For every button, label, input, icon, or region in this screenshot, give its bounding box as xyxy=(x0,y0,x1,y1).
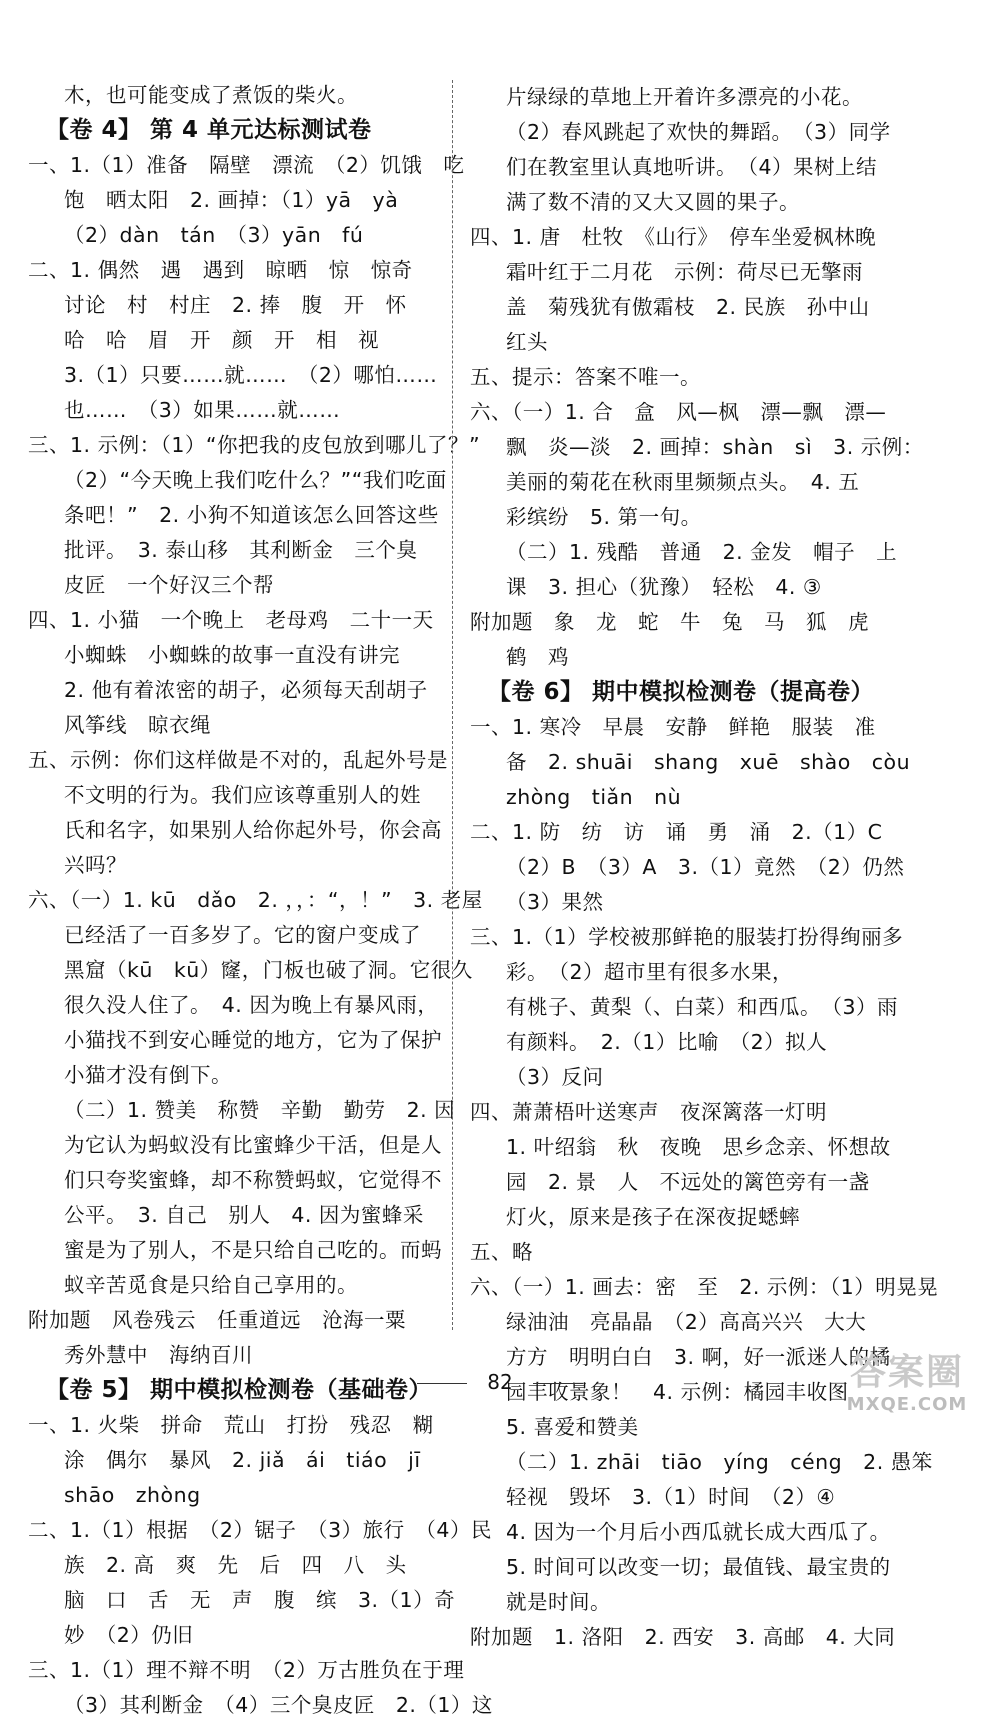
answer-line: 二、1. 偶然 遇 遇到 晾晒 惊 惊奇 xyxy=(28,258,413,282)
answer-line: 蚁辛苦觅食是只给自己享用的。 xyxy=(64,1273,358,1297)
answer-line: 一、1. 火柴 拼命 荒山 打扮 残忍 糊 xyxy=(28,1413,434,1437)
answer-line: 三、1. 示例：（1）“你把我的皮包放到哪儿了？” xyxy=(28,433,481,457)
answer-line: 附加题 1. 洛阳 2. 西安 3. 高邮 4. 大同 xyxy=(470,1625,896,1649)
answer-line: 已经活了一百多岁了。它的窗户变成了 xyxy=(64,923,421,947)
answer-line: 们在教室里认真地听讲。 （4）果树上结 xyxy=(506,155,878,179)
answer-line: 绿油油 亮晶晶 （2）高高兴兴 大大 xyxy=(506,1310,867,1334)
answer-line: （二）1. 残酷 普通 2. 金发 帽子 上 xyxy=(506,540,898,564)
answer-line: 五、略 xyxy=(470,1240,533,1264)
answer-line: 1. 叶绍翁 秋 夜晚 思乡念亲、怀想故 xyxy=(506,1135,891,1159)
section-heading: 【卷 6】 期中模拟检测卷（提高卷） xyxy=(488,679,875,705)
answer-line: 兴吗？ xyxy=(64,853,127,877)
answer-line: （3）果然 xyxy=(506,890,604,914)
answer-line: 片绿绿的草地上开着许多漂亮的小花。 xyxy=(506,85,863,109)
answer-line: 族 2. 高 爽 先 后 四 八 头 xyxy=(64,1553,407,1577)
watermark-bottom-text: MXQE.COM xyxy=(846,1394,968,1415)
answer-line: 风筝线 晾衣绳 xyxy=(64,713,211,737)
answer-line: 不文明的行为。我们应该尊重别人的姓 xyxy=(64,783,421,807)
answer-line: 备 2. shuāi shang xuē shào còu xyxy=(506,750,911,774)
section-heading: 【卷 5】 期中模拟检测卷（基础卷） xyxy=(46,1377,433,1403)
page-dash-right xyxy=(533,1383,583,1384)
answer-line: 批评。 3. 泰山移 其利断金 三个臭 xyxy=(64,538,418,562)
answer-line: 黑窟（kū kū）窿，门板也破了洞。它很久 xyxy=(64,958,473,982)
answer-line: 五、提示：答案不唯一。 xyxy=(470,365,701,389)
answer-line: 美丽的菊花在秋雨里频频点头。 4. 五 xyxy=(506,470,860,494)
answer-line: 满了数不清的又大又圆的果子。 xyxy=(506,190,800,214)
answer-line: 六、（一）1. 合 盒 风—枫 漂—飘 漂— xyxy=(470,400,887,424)
answer-line: 涂 偶尔 暴风 2. jiǎ ái tiáo jī xyxy=(64,1448,421,1472)
answer-line: 四、萧萧梧叶送寒声 夜深篱落一灯明 xyxy=(470,1100,827,1124)
answer-line: 六、（一）1. kū dǎo 2. ，，：“，！” 3. 老屋 xyxy=(28,888,483,912)
answer-line: 一、1. 寒冷 早晨 安静 鲜艳 服装 准 xyxy=(470,715,876,739)
answer-line: 方方 明明白白 3. 啊，好一派迷人的橘 xyxy=(506,1345,891,1369)
answer-line: 妙 （2）仍旧 xyxy=(64,1623,194,1647)
answer-line: 一、1.（1）准备 隔壁 漂流 （2）饥饿 吃 xyxy=(28,153,465,177)
answer-line: 讨论 村 村庄 2. 捧 腹 开 怀 xyxy=(64,293,407,317)
answer-line: 彩缤纷 5. 第一句。 xyxy=(506,505,702,529)
answer-line: 3.（1）只要……就…… （2）哪怕…… xyxy=(64,363,438,387)
column-divider xyxy=(452,80,453,1330)
answer-line: 条吧！” 2. 小狗不知道该怎么回答这些 xyxy=(64,503,439,527)
answer-line: 4. 因为一个月后小西瓜就长成大西瓜了。 xyxy=(506,1520,891,1544)
answer-line: 小猫找不到安心睡觉的地方，它为了保护 xyxy=(64,1028,442,1052)
answer-line: shāo zhòng xyxy=(64,1483,201,1507)
answer-line: （二）1. 赞美 称赞 辛勤 勤劳 2. 因 xyxy=(64,1098,456,1122)
answer-line: zhòng tiǎn nù xyxy=(506,785,682,809)
answer-line: 园丰收景象！ 4. 示例：橘园丰收图 xyxy=(506,1380,849,1404)
answer-line: 很久没人住了。 4. 因为晚上有暴风雨， xyxy=(64,993,439,1017)
answer-line: （3）其利断金 （4）三个臭皮匠 2.（1）这 xyxy=(64,1693,493,1717)
answer-line: 秀外慧中 海纳百川 xyxy=(64,1343,253,1367)
answer-line: 课 3. 担心（犹豫） 轻松 4. ③ xyxy=(506,575,822,599)
answer-line: 就是时间。 xyxy=(506,1590,611,1614)
answer-line: 灯火，原来是孩子在深夜捉蟋蟀 xyxy=(506,1205,800,1229)
answer-line: 有桃子、黄梨（、白菜）和西瓜。 （3）雨 xyxy=(506,995,899,1019)
answer-line: 们只夸奖蜜蜂，却不称赞蚂蚁，它觉得不 xyxy=(64,1168,442,1192)
answer-line: 四、1. 唐 杜牧 《山行》 停车坐爱枫林晚 xyxy=(470,225,877,249)
answer-line: 轻视 毁坏 3.（1）时间 （2）④ xyxy=(506,1485,836,1509)
page-number-text: 82 xyxy=(487,1370,513,1394)
answer-line: 也…… （3）如果……就…… xyxy=(64,398,341,422)
answer-line: 氏和名字，如果别人给你起外号，你会高 xyxy=(64,818,442,842)
answer-line: 二、1. 防 纺 访 诵 勇 涌 2.（1）C xyxy=(470,820,883,844)
answer-line: 有颜料。 2.（1）比喻 （2）拟人 xyxy=(506,1030,828,1054)
answer-line: （2）B （3）A 3.（1）竟然 （2）仍然 xyxy=(506,855,905,879)
answer-line: 飘 炎—淡 2. 画掉：shàn sì 3. 示例： xyxy=(506,435,924,459)
answer-line: 小蜘蛛 小蜘蛛的故事一直没有讲完 xyxy=(64,643,400,667)
answer-line: 木，也可能变成了煮饭的柴火。 xyxy=(64,83,358,107)
answer-line: 三、1.（1）理不辩不明 （2）万古胜负在于理 xyxy=(28,1658,465,1682)
answer-line: （2）春风跳起了欢快的舞蹈。 （3）同学 xyxy=(506,120,891,144)
answer-line: 哈 哈 眉 开 颜 开 相 视 xyxy=(64,328,379,352)
answer-line: 附加题 风卷残云 任重道远 沧海一粟 xyxy=(28,1308,406,1332)
answer-line: 彩。 （2）超市里有很多水果， xyxy=(506,960,794,984)
answer-line: 盖 菊残犹有傲霜枝 2. 民族 孙中山 xyxy=(506,295,870,319)
answer-line: 五、示例：你们这样做是不对的，乱起外号是 xyxy=(28,748,448,772)
answer-line: 三、1.（1）学校被那鲜艳的服装打扮得绚丽多 xyxy=(470,925,904,949)
left-column xyxy=(28,78,493,1723)
answer-line: 红头 xyxy=(506,330,548,354)
answer-line: 脑 口 舌 无 声 腹 缤 3.（1）奇 xyxy=(64,1588,456,1612)
answer-line: 四、1. 小猫 一个晚上 老母鸡 二十一天 xyxy=(28,608,434,632)
answer-line: 皮匠 一个好汉三个帮 xyxy=(64,573,274,597)
answer-line: 饱 晒太阳 2. 画掉：（1）yā yà xyxy=(64,188,399,212)
answer-line: （2）dàn tán （3）yān fú xyxy=(64,223,364,247)
answer-line: （二）1. zhāi tiāo yíng céng 2. 愚笨 xyxy=(506,1450,933,1474)
watermark-logo xyxy=(832,1352,982,1422)
answer-line: 蜜是为了别人，不是只给自己吃的。而蚂 xyxy=(64,1238,442,1262)
answer-line: 为它认为蚂蚁没有比蜜蜂少干活，但是人 xyxy=(64,1133,442,1157)
answer-line: 霜叶红于二月花 示例：荷尽已无擎雨 xyxy=(506,260,863,284)
page-dash-left xyxy=(417,1383,467,1384)
answer-line: 5. 时间可以改变一切；最值钱、最宝贵的 xyxy=(506,1555,891,1579)
answer-line: 附加题 象 龙 蛇 牛 兔 马 狐 虎 xyxy=(470,610,869,634)
answer-line: 公平。 3. 自己 别人 4. 因为蜜蜂采 xyxy=(64,1203,424,1227)
answer-line: 2. 他有着浓密的胡子，必须每天刮胡子 xyxy=(64,678,428,702)
answer-line: 六、（一）1. 画去：密 至 2. 示例：（1）明晃晃 xyxy=(470,1275,939,1299)
watermark-top-text: 答案圈 xyxy=(849,1352,964,1393)
answer-line: 园 2. 景 人 不远处的篱笆旁有一盏 xyxy=(506,1170,870,1194)
answer-line: 小猫才没有倒下。 xyxy=(64,1063,232,1087)
section-heading: 【卷 4】 第 4 单元达标测试卷 xyxy=(46,117,372,143)
answer-line: 鹤 鸡 xyxy=(506,645,569,669)
answer-line: 二、1.（1）根据 （2）锯子 （3）旅行 （4）民 xyxy=(28,1518,492,1542)
answer-line: （2）“今天晚上我们吃什么？”“我们吃面 xyxy=(64,468,447,492)
answer-line: 5. 喜爱和赞美 xyxy=(506,1415,639,1439)
answer-line: （3）反问 xyxy=(506,1065,604,1089)
